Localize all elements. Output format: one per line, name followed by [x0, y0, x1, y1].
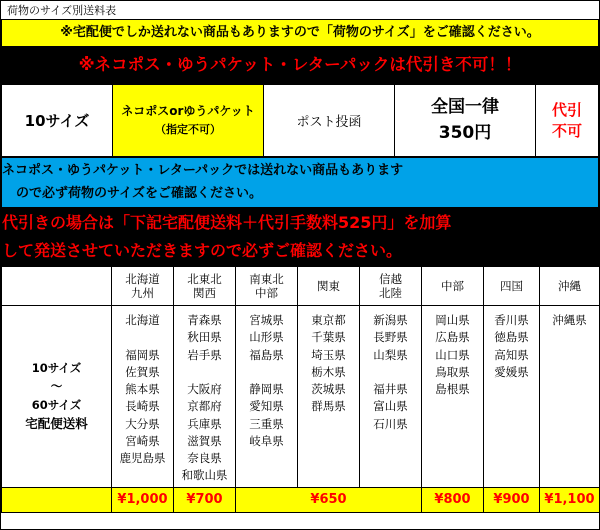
prefecture-label: 岡山県: [435, 313, 470, 328]
fare-row-header-line1: 10サイズ: [31, 360, 82, 375]
prefecture-label: 千葉県: [311, 330, 346, 345]
prefecture-label: 石川県: [373, 416, 408, 431]
flat-price-label: 全国一律: [431, 97, 499, 118]
flat-price-value: 350円: [438, 122, 492, 143]
prefecture-label: 富山県: [373, 399, 408, 414]
shipping-method-sub: （指定不可）: [155, 123, 221, 137]
prefecture-label: 秋田県: [187, 330, 222, 345]
prefecture-label: 岐阜県: [249, 433, 284, 448]
prefecture-label: 三重県: [249, 416, 284, 431]
prefecture-label: 山口県: [435, 347, 470, 362]
prefecture-spacer: [113, 329, 172, 346]
prefecture-label: 滋賀県: [187, 433, 222, 448]
region-header-0: [112, 267, 174, 306]
fare-table: [1, 266, 600, 513]
prefecture-label: 佐賀県: [125, 364, 160, 379]
prefecture-label: 福井県: [373, 382, 408, 397]
fare-table-header-row: [2, 267, 600, 306]
black-note-line2: して発送させていただきますので必ずご確認ください。: [2, 240, 403, 260]
fare-row-header-line3: 60サイズ: [31, 397, 82, 412]
prefecture-label: 大阪府: [187, 382, 222, 397]
price-cell-5: ¥800: [422, 487, 484, 512]
shipping-method-main: ネコポスorゆうパケット: [121, 104, 255, 119]
prefecture-spacer: [361, 364, 420, 381]
fare-row-header: [2, 306, 112, 488]
prefecture-cell-6: [484, 306, 540, 488]
region-header-6: [484, 267, 540, 306]
prefecture-label: 東京都: [311, 313, 346, 328]
region-header-1: [174, 267, 236, 306]
prefecture-label: 京都府: [187, 399, 222, 414]
prefecture-cell-3: [298, 306, 360, 488]
prefecture-label: 宮城県: [249, 313, 284, 328]
prefecture-row: [2, 306, 600, 488]
cod-status: 不可: [551, 121, 582, 140]
region-header-4-line1: 信越: [379, 271, 402, 286]
black-banner-row: [2, 47, 599, 84]
shipping-method-cell: [113, 85, 264, 157]
prefecture-label: 山形県: [249, 330, 284, 345]
prefecture-cell-4: [360, 306, 422, 488]
price-row: [2, 487, 600, 512]
prefecture-label: 埼玉県: [311, 347, 346, 362]
region-header-7-line1: 沖縄: [558, 278, 581, 293]
region-header-1-line1: 北東北: [187, 271, 222, 286]
region-header-1-line2: 関西: [193, 286, 216, 301]
prefecture-label: 沖縄県: [552, 313, 587, 328]
blue-note-banner: [2, 158, 599, 208]
flat-price-cell: [395, 85, 536, 157]
region-header-5-line1: 中部: [441, 278, 464, 293]
prefecture-label: 福岡県: [125, 347, 160, 362]
black-note-row: [2, 208, 599, 266]
prefecture-label: 栃木県: [311, 364, 346, 379]
prefecture-cell-1: [174, 306, 236, 488]
header-corner-cell: [2, 267, 112, 306]
region-header-6-line1: 四国: [500, 278, 523, 293]
prefecture-cell-0: [112, 306, 174, 488]
prefecture-cell-7: [540, 306, 600, 488]
prefecture-label: 愛媛県: [494, 364, 529, 379]
price-cell-1: ¥700: [174, 487, 236, 512]
note-banners: [1, 157, 599, 266]
prefecture-label: 群馬県: [311, 399, 346, 414]
blue-note-line1: ネコポス・ゆうパケット・レターパックでは送れない商品もあります: [2, 162, 404, 178]
prefecture-label: 新潟県: [373, 313, 408, 328]
prefecture-spacer: [175, 364, 234, 381]
region-header-7: [540, 267, 600, 306]
prefecture-label: 徳島県: [494, 330, 529, 345]
prefecture-label: 茨城県: [311, 382, 346, 397]
black-note-line1: 代引きの場合は「下記宅配便送料＋代引手数料525円」を加算: [2, 212, 452, 232]
prefecture-label: 熊本県: [125, 382, 160, 397]
region-header-3-line1: 関東: [317, 278, 340, 293]
price-cell-kanto-group: ¥650: [236, 487, 422, 512]
region-header-4: [360, 267, 422, 306]
prefecture-label: 広島県: [435, 330, 470, 345]
prefecture-label: 福島県: [249, 347, 284, 362]
blue-note-line2: ので必ず荷物のサイズをご確認ください。: [16, 185, 262, 201]
prefecture-label: 鳥取県: [435, 364, 470, 379]
prefecture-label: 長野県: [373, 330, 408, 345]
price-cell-6: ¥900: [484, 487, 540, 512]
prefecture-cell-5: [422, 306, 484, 488]
prefecture-label: 青森県: [187, 313, 222, 328]
prefecture-label: 静岡県: [249, 382, 284, 397]
prefecture-cell-2: [236, 306, 298, 488]
prefecture-label: 大分県: [125, 416, 160, 431]
cod-unavailable-cell: [536, 85, 599, 157]
delivery-type-cell: ポスト投函: [264, 85, 395, 157]
region-header-0-line2: 九州: [131, 286, 154, 301]
yellow-banner-row: [2, 20, 599, 47]
yellow-notice-banner: ※宅配便でしか送れない商品もありますので「荷物のサイズ」をご確認ください。: [2, 20, 599, 47]
prefecture-label: 香川県: [494, 313, 529, 328]
prefecture-label: 和歌山県: [181, 468, 228, 483]
cod-label: 代引: [551, 101, 582, 120]
prefecture-label: 島根県: [435, 382, 470, 397]
region-header-2-line2: 中部: [255, 286, 278, 301]
size-summary-row: [2, 85, 599, 157]
prefecture-label: 高知県: [494, 347, 529, 362]
top-banners: [1, 19, 599, 84]
prefecture-label: 長崎県: [125, 399, 160, 414]
fare-row-header-line4: 宅配便送料: [25, 415, 88, 431]
region-header-3: [298, 267, 360, 306]
black-notice-banner: ※ネコポス・ゆうパケット・レターパックは代引き不可！！: [2, 47, 599, 84]
region-header-5: [422, 267, 484, 306]
fare-row-header-line2: 〜: [50, 379, 63, 394]
prefecture-label: 愛知県: [249, 399, 284, 414]
size-label-cell: 10サイズ: [2, 85, 113, 157]
black-note-banner: [2, 208, 599, 266]
price-cell-0: ¥1,000: [112, 487, 174, 512]
prefecture-label: 兵庫県: [187, 416, 222, 431]
prefecture-label: 山梨県: [373, 347, 408, 362]
price-cell-7: ¥1,100: [540, 487, 600, 512]
prefecture-label: 北海道: [125, 313, 160, 328]
region-header-0-line1: 北海道: [125, 271, 160, 286]
prefecture-spacer: [237, 364, 296, 381]
prefecture-label: 鹿児島県: [119, 451, 166, 466]
page-title: 荷物のサイズ別送料表: [7, 4, 117, 17]
blue-note-row: [2, 158, 599, 208]
price-row-corner: [2, 487, 112, 512]
prefecture-label: 奈良県: [187, 451, 222, 466]
prefecture-label: 宮崎県: [125, 433, 160, 448]
size-summary-table: [1, 84, 599, 157]
region-header-4-line2: 北陸: [379, 286, 402, 301]
region-header-2-line1: 南東北: [249, 271, 284, 286]
region-header-2: [236, 267, 298, 306]
prefecture-label: 岩手県: [187, 347, 222, 362]
